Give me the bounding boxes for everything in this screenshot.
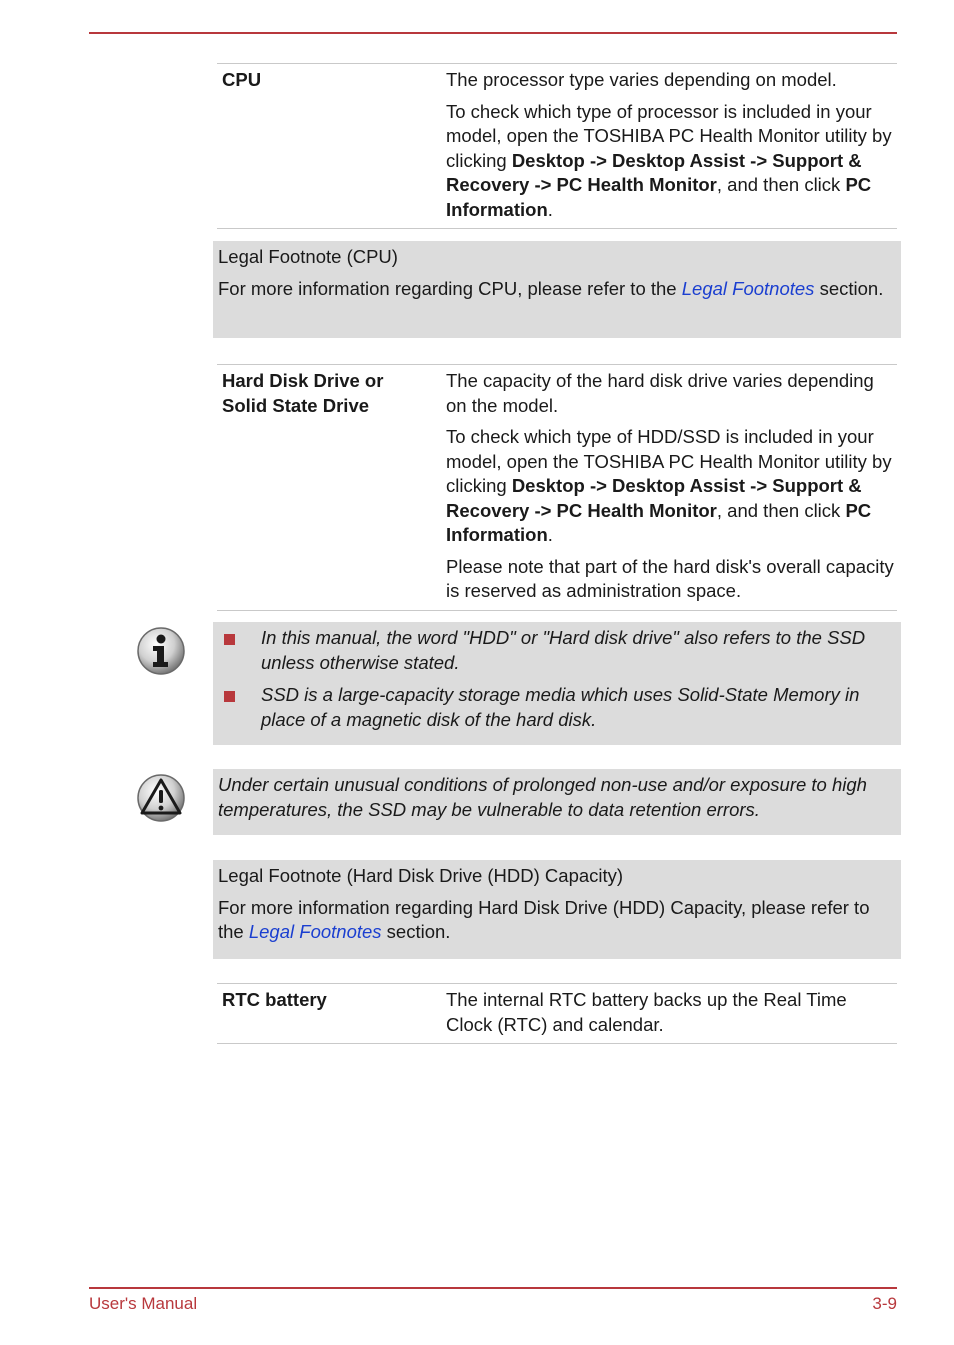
spec-row-rtc (217, 983, 897, 1044)
text: . (547, 198, 553, 220)
legal-footnote-cpu (213, 241, 901, 338)
list-item (218, 626, 893, 675)
header-rule (89, 32, 897, 34)
spec-row-cpu (217, 63, 897, 229)
bullet-square-icon (224, 634, 235, 645)
text: section. (814, 277, 884, 299)
text: To check which type of HDD/SSD is included in your model, open the TOSHIBA PC Health Monitor utility by clicking (446, 426, 892, 496)
menu-path: Desktop -> Desktop Assist -> Support & Recovery -> PC Health Monitor (446, 475, 862, 521)
menu-path: Desktop -> Desktop Assist -> Support & Recovery -> PC Health Monitor (446, 149, 862, 195)
text: For more information regarding CPU, please refer to the (218, 277, 682, 299)
legal-footnote-hdd (213, 860, 901, 959)
footer-manual-title: User's Manual (89, 1294, 198, 1313)
legal-footnotes-link[interactable]: Legal Footnotes (681, 277, 815, 299)
text: section. (381, 921, 451, 942)
legal-footnotes-link[interactable]: Legal Footnotes (248, 921, 382, 942)
spec-term: CPU (222, 69, 262, 90)
spec-term: Hard Disk Drive or Solid State Drive (222, 370, 384, 416)
list-item (218, 683, 893, 732)
spec-description (446, 984, 897, 1043)
spec-paragraph: Please note that part of the hard disk's overall capacity is reserved as administration space. (446, 555, 894, 601)
footnote-title: Legal Footnote (CPU) (218, 246, 398, 267)
note-list (218, 626, 893, 732)
list-item-text: In this manual, the word "HDD" or "Hard disk drive" also refers to the SSD unless otherwise stated. (261, 627, 866, 673)
footnote-text (218, 896, 893, 945)
spec-paragraph: The processor type varies depending on model. (446, 69, 837, 90)
warning-icon (136, 773, 186, 823)
text: , and then click (716, 174, 846, 195)
spec-description (446, 64, 897, 228)
warning-text: Under certain unusual conditions of prolonged non-use and/or exposure to high temperatures, the SSD may be vulnerable to data retention errors. (218, 774, 867, 820)
text: For more information regarding Hard Disk Drive (HDD) Capacity, please refer to the (218, 896, 870, 942)
text: To check which type of processor is included in your model, open the TOSHIBA PC Health Monitor utility by clicking (446, 100, 892, 171)
spec-paragraph (446, 425, 897, 548)
spec-row-hdd (217, 364, 897, 611)
menu-item: PC Information (446, 499, 872, 545)
spec-paragraph (446, 100, 897, 223)
info-note (213, 622, 901, 745)
list-item-text: SSD is a large-capacity storage media which uses Solid-State Memory in place of a magnetic disk of the hard disk. (261, 684, 860, 730)
page-number: 3-9 (872, 1294, 897, 1313)
footer-rule (89, 1287, 897, 1289)
warning-note (213, 769, 901, 835)
spec-description (446, 365, 897, 610)
spec-paragraph: The capacity of the hard disk drive varies depending on the model. (446, 370, 874, 416)
info-icon (136, 626, 186, 676)
spec-term: RTC battery (222, 989, 327, 1010)
bullet-square-icon (224, 691, 235, 702)
spec-paragraph: The internal RTC battery backs up the Real Time Clock (RTC) and calendar. (446, 989, 847, 1035)
menu-item: PC Information (446, 174, 872, 220)
text: . (547, 524, 553, 545)
footnote-title: Legal Footnote (Hard Disk Drive (HDD) Capacity) (218, 865, 624, 886)
footnote-text (218, 277, 893, 302)
text: , and then click (716, 499, 846, 521)
